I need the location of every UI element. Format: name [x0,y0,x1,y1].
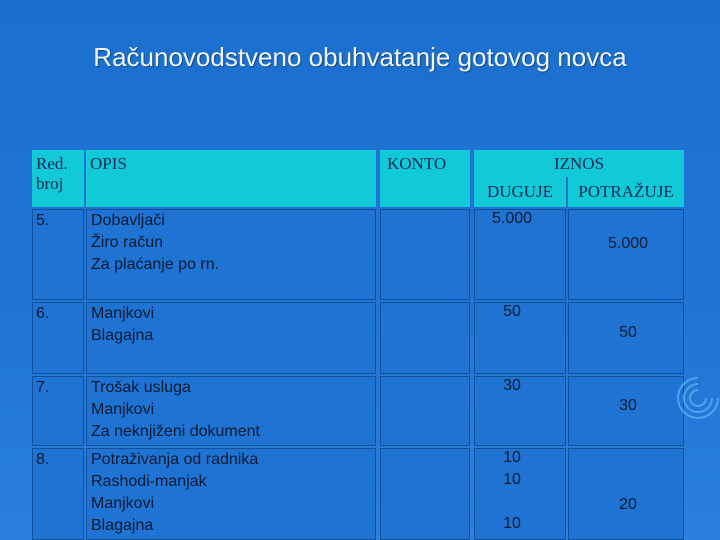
duguje-value: 10 [503,515,521,532]
table-cell [380,302,470,374]
header-band-lower-konto [380,177,470,207]
table-cell [380,448,470,540]
row-number: 7. [36,379,50,396]
potrazuje-value: 30 [619,397,637,414]
duguje-value: 50 [503,303,521,320]
row-description-line: Trošak usluga [91,379,191,396]
potrazuje-value: 50 [619,324,637,341]
header-konto: KONTO [387,154,447,173]
row-description-line: Potraživanja od radnika [91,451,259,468]
duguje-value: 5.000 [491,210,533,227]
duguje-value: 10 [503,471,521,488]
row-description-line: Manjkovi [91,495,155,512]
duguje-value: 10 [503,449,521,466]
header-red-broj-1: Red. [36,154,68,173]
table-cell [380,376,470,446]
header-opis: OPIS [90,154,127,173]
row-description-line: Za plaćanje po rn. [91,256,220,273]
header-divider [84,150,86,207]
header-iznos: IZNOS [553,154,605,173]
row-description-line: Manjkovi [91,401,155,418]
row-description-line: Blagajna [91,517,154,534]
header-potrazuje: POTRAŽUJE [578,182,674,201]
header-red-broj-2: broj [36,174,64,193]
swirl-decoration-icon [676,376,720,420]
slide-title: Računovodstveno obuhvatanje gotovog novca [93,42,627,72]
row-description-line: Za neknjiženi dokument [91,423,260,440]
table-cell [380,209,470,300]
journal-table [32,150,684,540]
potrazuje-value: 5.000 [607,235,649,252]
header-divider [376,150,380,207]
row-description-line: Blagajna [91,327,154,344]
duguje-value: 30 [503,377,521,394]
row-description-line: Žiro račun [91,234,164,251]
row-description-line: Rashodi-manjak [91,473,207,490]
potrazuje-value: 20 [619,496,637,513]
row-description-line: Manjkovi [91,305,155,322]
row-number: 6. [36,305,50,322]
header-duguje: DUGUJE [486,182,554,201]
row-description-line: Dobavljači [91,212,165,229]
row-number: 5. [36,212,50,229]
row-number: 8. [36,451,50,468]
